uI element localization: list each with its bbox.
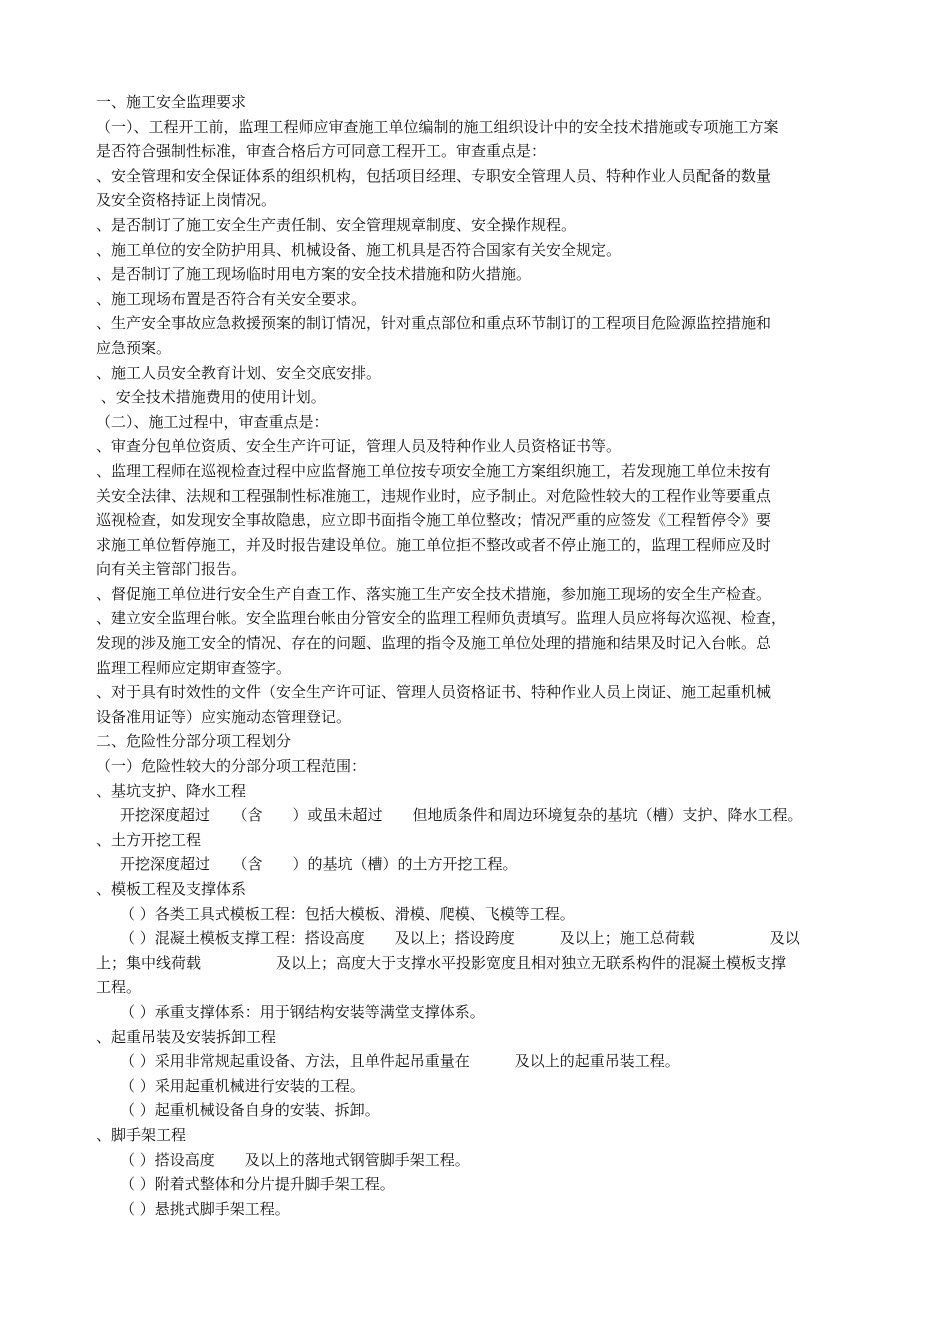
text-line: （ ）采用非常规起重设备、方法，且单件起吊重量在 及以上的起重吊装工程。 [120, 1052, 680, 1071]
text-line: （一）、工程开工前，监理工程师应审查施工单位编制的施工组织设计中的安全技术措施或专项施工方案 [96, 117, 779, 136]
text-line: 发现的涉及施工安全的情况、存在的问题、监理的指令及施工单位处理的措施和结果及时记入台帐。总 [96, 634, 772, 653]
text-line: 设备准用证等）应实施动态管理登记。 [96, 707, 352, 726]
text-line: 、是否制订了施工现场临时用电方案的安全技术措施和防火措施。 [96, 265, 532, 284]
text-line: 、施工人员安全教育计划、安全交底安排。 [96, 363, 382, 382]
text-line: 、安全技术措施费用的使用计划。 [96, 388, 326, 407]
text-line: 是否符合强制性标准，审查合格后方可同意工程开工。审查重点是： [96, 142, 547, 161]
text-line: 、对于具有时效性的文件（安全生产许可证、管理人员资格证书、特种作业人员上岗证、施工起重机械 [96, 683, 772, 702]
text-line: 应急预案。 [96, 338, 172, 357]
text-line: （ ）混凝土模板支撑工程：搭设高度 及以上；搭设跨度 及以上；施工总荷载 及以 [120, 929, 800, 948]
text-line: 、审查分包单位资质、安全生产许可证，管理人员及特种作业人员资格证书等。 [96, 437, 622, 456]
text-line: 开挖深度超过 （含 ）的基坑（槽）的土方开挖工程。 [120, 855, 518, 874]
text-line: 二、危险性分部分项工程划分 [96, 732, 292, 751]
text-line: 、是否制订了施工安全生产责任制、安全管理规章制度、安全操作规程。 [96, 215, 577, 234]
text-line: 及安全资格持证上岗情况。 [96, 191, 277, 210]
text-line: 、土方开挖工程 [96, 830, 202, 849]
text-line: （ ）起重机械设备自身的安装、拆卸。 [120, 1101, 380, 1120]
text-line: 开挖深度超过 （含 ）或虽未超过 但地质条件和周边环境复杂的基坑（槽）支护、降水工程。 [120, 806, 803, 825]
text-line: 向有关主管部门报告。 [96, 560, 247, 579]
text-line: 、模板工程及支撑体系 [96, 880, 247, 898]
text-line: 、脚手架工程 [96, 1125, 187, 1144]
text-line: 、起重吊装及安装拆卸工程 [96, 1027, 277, 1046]
text-line: （ ）承重支撑体系：用于钢结构安装等满堂支撑体系。 [120, 1002, 485, 1021]
text-line: 监理工程师应定期审查签字。 [96, 658, 292, 677]
text-line: （ ）附着式整体和分片提升脚手架工程。 [120, 1175, 395, 1194]
text-line: 巡视检查，如发现安全事故隐患，应立即书面指令施工单位整改；情况严重的应签发《工程暂停令》要 [96, 511, 772, 530]
text-line: （ ）悬挑式脚手架工程。 [120, 1199, 290, 1218]
text-line: 、督促施工单位进行安全生产自查工作、落实施工生产安全技术措施，参加施工现场的安全生产检查。 [96, 584, 772, 603]
text-line: 上；集中线荷载 及以上；高度大于支撑水平投影宽度且相对独立无联系构件的混凝土模板支撑 [96, 953, 787, 972]
text-line: 工程。 [96, 978, 142, 997]
text-line: 、监理工程师在巡视检查过程中应监督施工单位按专项安全施工方案组织施工，若发现施工单位未按有 [96, 461, 772, 480]
text-line: （ ）采用起重机械进行安装的工程。 [120, 1076, 365, 1095]
text-line: 求施工单位暂停施工，并及时报告建设单位。施工单位拒不整改或者不停止施工的，监理工程师应及时 [96, 535, 772, 554]
text-line: 、生产安全事故应急救援预案的制订情况，针对重点部位和重点环节制订的工程项目危险源监控措施和 [96, 314, 772, 333]
text-line: （一）危险性较大的分部分项工程范围： [96, 757, 367, 776]
text-line: 一、施工安全监理要求 [96, 93, 247, 111]
text-line: 、安全管理和安全保证体系的组织机构，包括项目经理、专职安全管理人员、特种作业人员配备的数量 [96, 166, 772, 185]
text-line: 关安全法律、法规和工程强制性标准施工，违规作业时，应予制止。对危险性较大的工程作业等要重点 [96, 486, 772, 505]
text-line: 、基坑支护、降水工程 [96, 781, 247, 800]
text-line: 、施工单位的安全防护用具、机械设备、施工机具是否符合国家有关安全规定。 [96, 240, 622, 259]
text-line: 、建立安全监理台帐。安全监理台帐由分管安全的监理工程师负责填写。监理人员应将每次巡视、检查， [96, 609, 787, 628]
document-body [96, 90, 858, 1221]
text-line: 、施工现场布置是否符合有关安全要求。 [96, 289, 367, 308]
text-line: （二）、施工过程中，审查重点是： [96, 412, 329, 431]
text-line: （ ）各类工具式模板工程：包括大模板、滑模、爬模、飞模等工程。 [120, 904, 575, 923]
text-line: （ ）搭设高度 及以上的落地式钢管脚手架工程。 [120, 1150, 470, 1169]
